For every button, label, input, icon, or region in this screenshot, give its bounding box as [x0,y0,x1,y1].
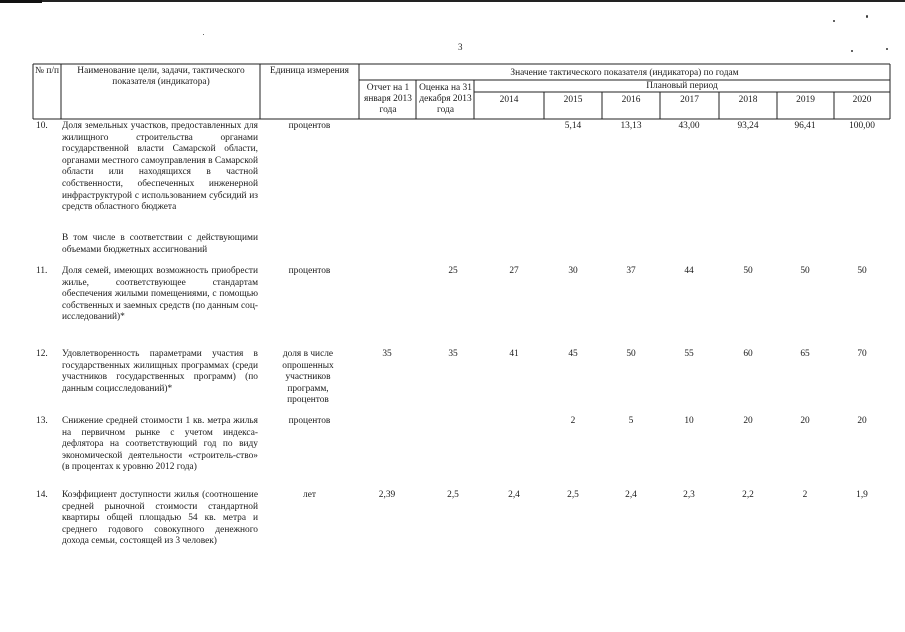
indicator-name: Доля семей, имеющих возможность приобрести жилье, соответствующее стандартам обеспечения жилыми помещениями, с помощью собственных и заемных средств (по данным соц-исследований)* [62,266,258,323]
value-2014: 27 [509,266,519,276]
scan-speck [203,34,204,35]
value-2015: 2 [570,416,576,426]
row-number: 12. [36,349,48,359]
indicator-subname: В том числе в соответствии с действующими объемами бюджетных ассигнований [62,233,258,255]
header-year: 2016 [621,95,641,105]
value-report: 2,39 [378,490,396,500]
header-year: 2020 [852,95,872,105]
value-2018: 93,24 [737,121,759,131]
value-2019: 50 [800,266,810,276]
value-estimate: 2,5 [447,490,459,500]
value-2017: 10 [684,416,694,426]
row-number: 13. [36,416,48,426]
indicator-unit: лет [303,490,316,500]
header-year: 2015 [563,95,583,105]
value-2015: 30 [568,266,578,276]
value-2017: 44 [684,266,694,276]
value-2017: 2,3 [683,490,695,500]
value-2020: 70 [857,349,867,359]
header-plan-period: Плановый период [646,81,718,91]
page-number: 3 [458,42,463,52]
header-number: № п/п [35,66,59,76]
top-border-mark [0,0,42,3]
value-2015: 45 [568,349,578,359]
value-2020: 1,9 [856,490,868,500]
indicator-unit: доля в числе опрошенных участников программ, процентов [282,349,334,406]
indicator-name: Снижение средней стоимости 1 кв. метра жилья на первичном рынке с учетом индекса-дефлятора на соответствующий год по виду экономической деятельности «строитель-ство» (в процентах к уровню 2012 года) [62,416,258,473]
header-estimate: Оценка на 31 декабря 2013 года [419,83,472,115]
header-values-group: Значение тактического показателя (индикатора) по годам [510,68,739,78]
value-2020: 20 [857,416,867,426]
header-name: Наименование цели, задачи, тактического показателя (индикатора) [77,66,245,87]
value-2014: 41 [509,349,519,359]
value-2018: 20 [743,416,753,426]
value-2018: 50 [743,266,753,276]
value-2019: 65 [800,349,810,359]
value-2016: 37 [626,266,636,276]
scan-speck [851,50,853,52]
scan-speck [866,15,868,18]
value-estimate: 25 [448,266,458,276]
value-2016: 5 [628,416,634,426]
value-2019: 96,41 [794,121,816,131]
value-2016: 2,4 [625,490,637,500]
header-year: 2018 [738,95,758,105]
value-2017: 55 [684,349,694,359]
header-year: 2014 [499,95,519,105]
indicator-name: Удовлетворенность параметрами участия в государственных жилищных программах (среди участников государственных программ) (по данным социсследований)* [62,349,258,394]
indicator-name: Коэффициент доступности жилья (соотношение средней рыночной стоимости стандартной квартиры общей площадью 54 кв. метра и среднего годового совокупного денежного дохода семьи, состоящей из 3 человек) [62,490,258,547]
value-2014: 2,4 [508,490,520,500]
scan-speck [833,20,835,22]
value-2017: 43,00 [678,121,700,131]
top-border-line [0,0,905,2]
value-2016: 13,13 [620,121,642,131]
header-report: Отчет на 1 января 2013 года [364,83,412,115]
indicator-name: Доля земельных участков, предоставленных для жилищного строительства органами государственной власти Самарской области, органами местного самоуправления в Самарской области или находящихся в частной собственности, обеспеченных инженерной инфраструктурой с использованием субсидий из средств областного бюджета [62,121,258,213]
value-2018: 60 [743,349,753,359]
scan-speck [886,48,888,50]
value-estimate: 35 [448,349,458,359]
header-unit: Единица измерения [270,66,349,76]
value-2015: 2,5 [567,490,579,500]
indicator-unit: процентов [288,121,331,131]
indicator-unit: процентов [288,266,331,276]
value-2020: 50 [857,266,867,276]
value-2019: 20 [800,416,810,426]
row-number: 10. [36,121,48,131]
value-report: 35 [382,349,392,359]
row-number: 14. [36,490,48,500]
value-2016: 50 [626,349,636,359]
row-number: 11. [36,266,48,276]
indicator-unit: процентов [288,416,331,426]
value-2015: 5,14 [564,121,582,131]
value-2020: 100,00 [849,121,875,131]
value-2018: 2,2 [742,490,754,500]
header-year: 2019 [796,95,815,105]
header-year: 2017 [680,95,699,105]
value-2019: 2 [802,490,808,500]
